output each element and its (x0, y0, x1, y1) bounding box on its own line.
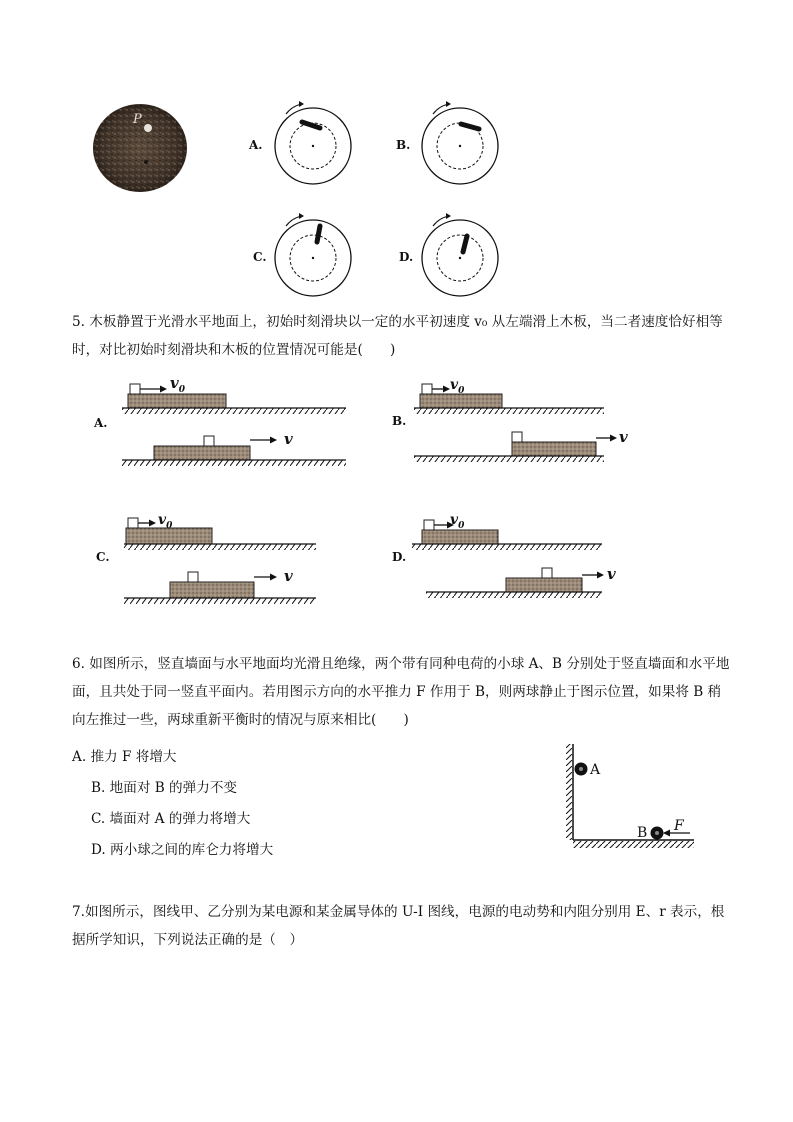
q6-ball-a-label: A (590, 762, 601, 778)
q5-option-a-diagram (122, 370, 347, 470)
top-option-b-label: B. (396, 138, 411, 152)
q5-option-d-diagram (412, 508, 612, 608)
top-option-b-diagram (419, 102, 503, 188)
q5-option-b-diagram (414, 370, 606, 470)
q5-d-v0-label: $v_0$ (450, 512, 465, 531)
q5-a-v-label: v (284, 430, 293, 448)
q6-option-d: D. 两小球之间的库仑力将增大 (91, 842, 274, 858)
question-6-text: 6. 如图所示，竖直墙面与水平地面均光滑且绝缘，两个带有同种电荷的小球 A、B 分别处于竖直墙面和水平地面，且共处于同一竖直平面内。若用图示方向的水平推力 F 作用于 B，则两球静止于图示位置，如果将 B 稍向左推过一些，两球重新平衡时的情况与原来相比( ) (72, 656, 730, 728)
q5-a-v0-label: $v_0$ (170, 374, 185, 395)
q6-ball-b-label: B (637, 825, 648, 841)
top-option-d-diagram (419, 214, 503, 300)
q5-option-c-diagram (124, 508, 322, 608)
question-5-text: 5. 木板静置于光滑水平地面上，初始时刻滑块以一定的水平初速度 v₀ 从左端滑上木板，当二者速度恰好相等时，对比初始时刻滑块和木板的位置情况可能是( ) (72, 314, 723, 358)
q5-b-v0-label: $v_0$ (450, 377, 465, 396)
top-option-c-diagram (272, 214, 356, 300)
q5-c-v0-label: $v_0$ (158, 512, 173, 531)
top-option-d-label: D. (399, 250, 414, 264)
disc-photo-label: P (133, 112, 142, 127)
question-7-text: 7.如图所示，图线甲、乙分别为某电源和某金属导体的 U-I 图线，电源的电动势和内阻分别用 E、r 表示，根据所学知识，下列说法正确的是（ ） (72, 904, 725, 948)
q6-wall-floor-diagram (560, 742, 700, 854)
q5-d-v-label: v (607, 565, 616, 583)
q5-option-c-label: C. (96, 550, 110, 564)
top-option-a-label: A. (249, 138, 263, 152)
q6-option-b: B. 地面对 B 的弹力不变 (91, 780, 238, 796)
top-option-a-diagram (272, 102, 356, 188)
q6-option-c: C. 墙面对 A 的弹力将增大 (91, 811, 251, 827)
q5-option-b-label: B. (392, 414, 407, 428)
q5-b-v-label: v (619, 428, 628, 446)
q5-option-d-label: D. (392, 550, 407, 564)
q5-option-a-label: A. (94, 416, 108, 430)
q6-option-a: A. 推力 F 将增大 (72, 749, 177, 765)
q6-force-f-label: F (674, 818, 684, 834)
top-option-c-label: C. (253, 250, 267, 264)
q5-c-v-label: v (284, 567, 293, 585)
